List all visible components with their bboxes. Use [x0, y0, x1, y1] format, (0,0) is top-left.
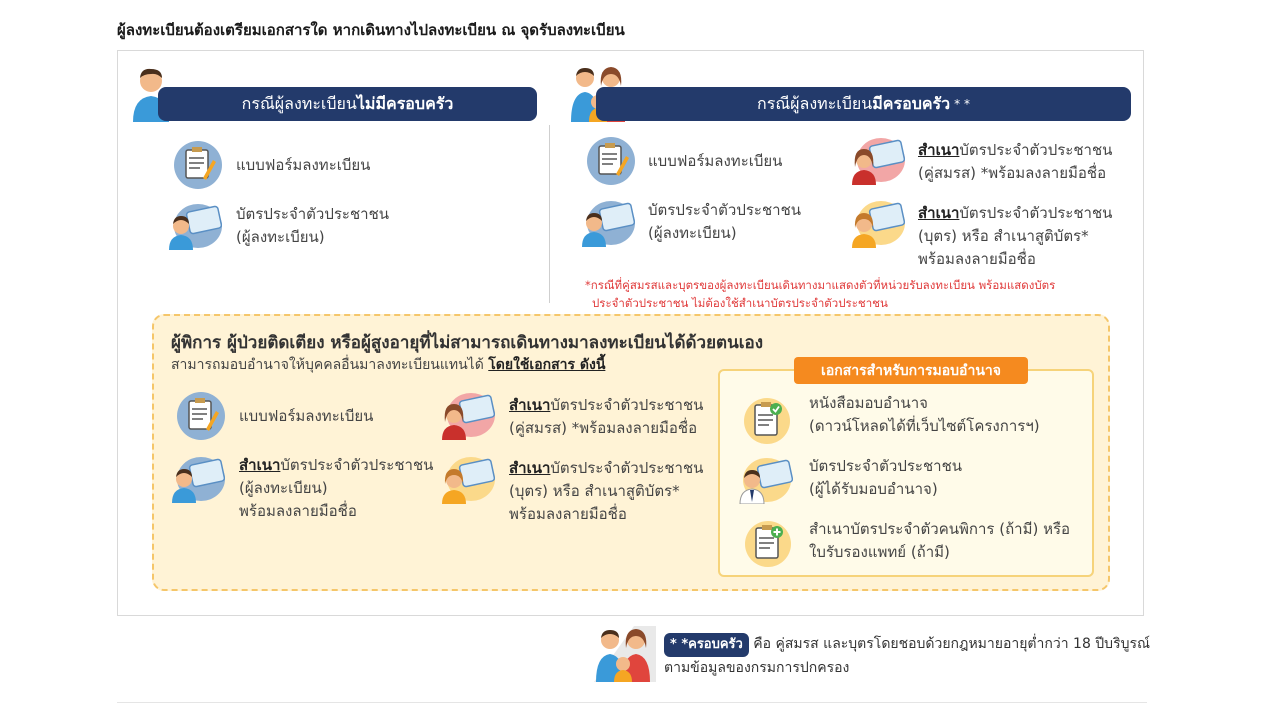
proxy-item-idcard-text: สำเนาบัตรประจำตัวประชาชน (ผู้ลงทะเบียน) พร้อมลงลายมือชื่อ — [239, 456, 434, 520]
id-card-icon — [171, 453, 225, 503]
spouse-id-icon — [441, 390, 495, 440]
proxy-subtitle: สามารถมอบอำนาจให้บุคคลอื่นมาลงทะเบียนแทนได้ โดยใช้เอกสาร ดังนี้ — [171, 357, 606, 373]
list-item — [441, 454, 495, 504]
authorization-letter-icon — [742, 395, 792, 445]
proxy-item-child-text: สำเนาบัตรประจำตัวประชาชน (บุตร) หรือ สำเนาสูติบัตร* พร้อมลงลายมือชื่อ — [509, 459, 704, 523]
red-note: *กรณีที่คู่สมรสและบุตรของผู้ลงทะเบียนเดินทางมาแสดงตัวที่หน่วยรับลงทะเบียน พร้อมแสดงบัตร ประจำตัวประชาชน ไม่ต้องใช้สำเนาบัตรประจำตัวประชาชน — [585, 278, 1056, 310]
auth-item-disability-text: สำเนาบัตรประจำตัวคนพิการ (ถ้ามี) หรือ ใบรับรองแพทย์ (ถ้ามี) — [809, 520, 1071, 561]
form-icon — [173, 140, 223, 190]
list-item — [168, 200, 222, 250]
footnote-text: * *ครอบครัว คือ คู่สมรส และบุตรโดยชอบด้วยกฎหมายอายุต่ำกว่า 18 ปีบริบูรณ์ ตามข้อมูลของกรมการปกครอง — [664, 633, 1150, 679]
family-pill: * *ครอบครัว — [664, 633, 749, 657]
list-item — [737, 454, 793, 504]
list-item — [173, 140, 223, 190]
left-item-idcard-text: บัตรประจำตัวประชาชน (ผู้ลงทะเบียน) — [236, 205, 390, 246]
footer-divider — [117, 702, 1147, 703]
list-item — [581, 197, 635, 247]
list-item — [586, 136, 636, 186]
right-item-form-label: แบบฟอร์มลงทะเบียน — [648, 152, 783, 170]
child-id-icon — [851, 198, 905, 248]
auth-item-idcard-text: บัตรประจำตัวประชาชน (ผู้ได้รับมอบอำนาจ) — [809, 457, 963, 498]
list-item — [851, 135, 905, 185]
column-divider — [549, 125, 550, 303]
list-item — [176, 391, 226, 441]
proxy-title: ผู้พิการ ผู้ป่วยติดเตียง หรือผู้สูงอายุที่ไม่สามารถเดินทางมาลงทะเบียนได้ด้วยตนเอง — [171, 333, 764, 353]
form-icon — [176, 391, 226, 441]
right-item-spouse-text: สำเนาบัตรประจำตัวประชาชน (คู่สมรส) *พร้อมลงลายมือชื่อ — [918, 141, 1113, 182]
proxy-item-form-label: แบบฟอร์มลงทะเบียน — [239, 407, 374, 425]
left-item-form-label: แบบฟอร์มลงทะเบียน — [236, 156, 371, 174]
list-item — [851, 198, 905, 248]
id-card-icon — [168, 200, 222, 250]
child-id-icon — [441, 454, 495, 504]
id-card-icon — [581, 197, 635, 247]
form-icon — [586, 136, 636, 186]
list-item — [742, 395, 792, 445]
proxy-item-spouse-text: สำเนาบัตรประจำตัวประชาชน (คู่สมรส) *พร้อมลงลายมือชื่อ — [509, 396, 704, 437]
footnote-family-icon — [594, 626, 656, 682]
auth-item-letter-text: หนังสือมอบอำนาจ (ดาวน์โหลดได้ที่เว็บไซต์โครงการฯ) — [809, 394, 1040, 435]
page-title: ผู้ลงทะเบียนต้องเตรียมเอกสารใด หากเดินทางไปลงทะเบียน ณ จุดรับลงทะเบียน — [117, 21, 625, 39]
list-item — [441, 390, 495, 440]
right-item-idcard-text: บัตรประจำตัวประชาชน (ผู้ลงทะเบียน) — [648, 201, 802, 242]
banner-with-family: กรณีผู้ลงทะเบียน มีครอบครัว * * — [596, 87, 1131, 121]
spouse-id-icon — [851, 135, 905, 185]
proxy-id-card-icon — [737, 454, 793, 504]
right-item-child-text: สำเนาบัตรประจำตัวประชาชน (บุตร) หรือ สำเนาสูติบัตร* พร้อมลงลายมือชื่อ — [918, 204, 1113, 268]
medical-certificate-icon — [743, 518, 793, 568]
list-item — [743, 518, 793, 568]
authorization-tab: เอกสารสำหรับการมอบอำนาจ — [794, 357, 1028, 384]
list-item — [171, 453, 225, 503]
banner-no-family: กรณีผู้ลงทะเบียน ไม่มีครอบครัว — [158, 87, 537, 121]
